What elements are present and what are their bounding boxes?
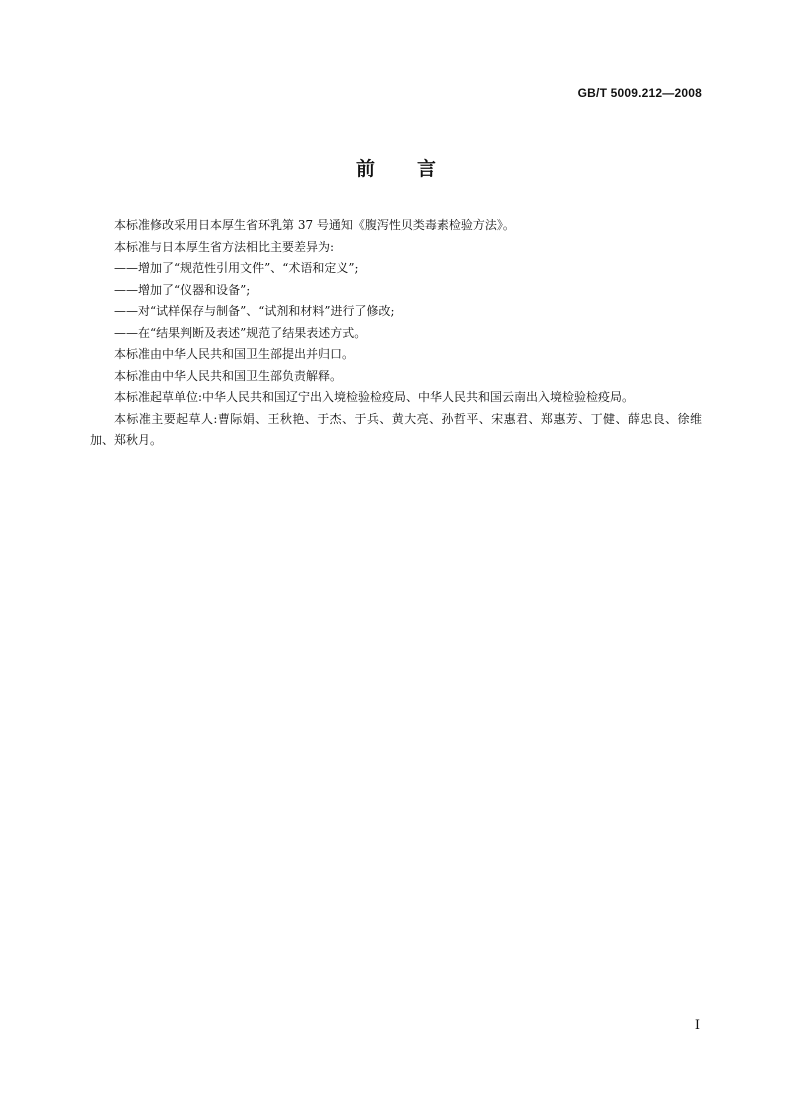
list-item-difference-3: ——对“试样保存与制备”、“试剂和材料”进行了修改; [114,304,395,318]
list-item-difference-4: ——在“结果判断及表述”规范了结果表述方式。 [114,325,367,340]
paragraph-drafters: 本标准主要起草人:曹际娟、王秋艳、于杰、于兵、黄大亮、孙哲平、宋惠君、郑惠芳、丁健、薛忠良、徐维加、郑秋月。 [90,411,702,447]
page-number: I [694,1018,700,1033]
paragraph-differences-intro: 本标准与日本厚生省方法相比主要差异为: [114,239,335,254]
paragraph-interpretation: 本标准由中华人民共和国卫生部负责解释。 [114,368,343,383]
list-item-difference-2: ——增加了“仪器和设备”; [114,282,251,297]
paragraph-drafting-units: 本标准起草单位:中华人民共和国辽宁出入境检验检疫局、中华人民共和国云南出入境检验检疫局。 [114,390,635,404]
paragraph-proposer: 本标准由中华人民共和国卫生部提出并归口。 [114,347,355,361]
list-item-difference-1: ——增加了“规范性引用文件”、“术语和定义”; [114,261,359,275]
paragraph-adoption: 本标准修改采用日本厚生省环乳第 37 号通知《腹泻性贝类毒素检验方法》。 [114,218,515,232]
standard-code: GB/T 5009.212—2008 [577,86,702,100]
foreword-body [90,215,702,452]
page-title: 前言 [355,158,478,180]
